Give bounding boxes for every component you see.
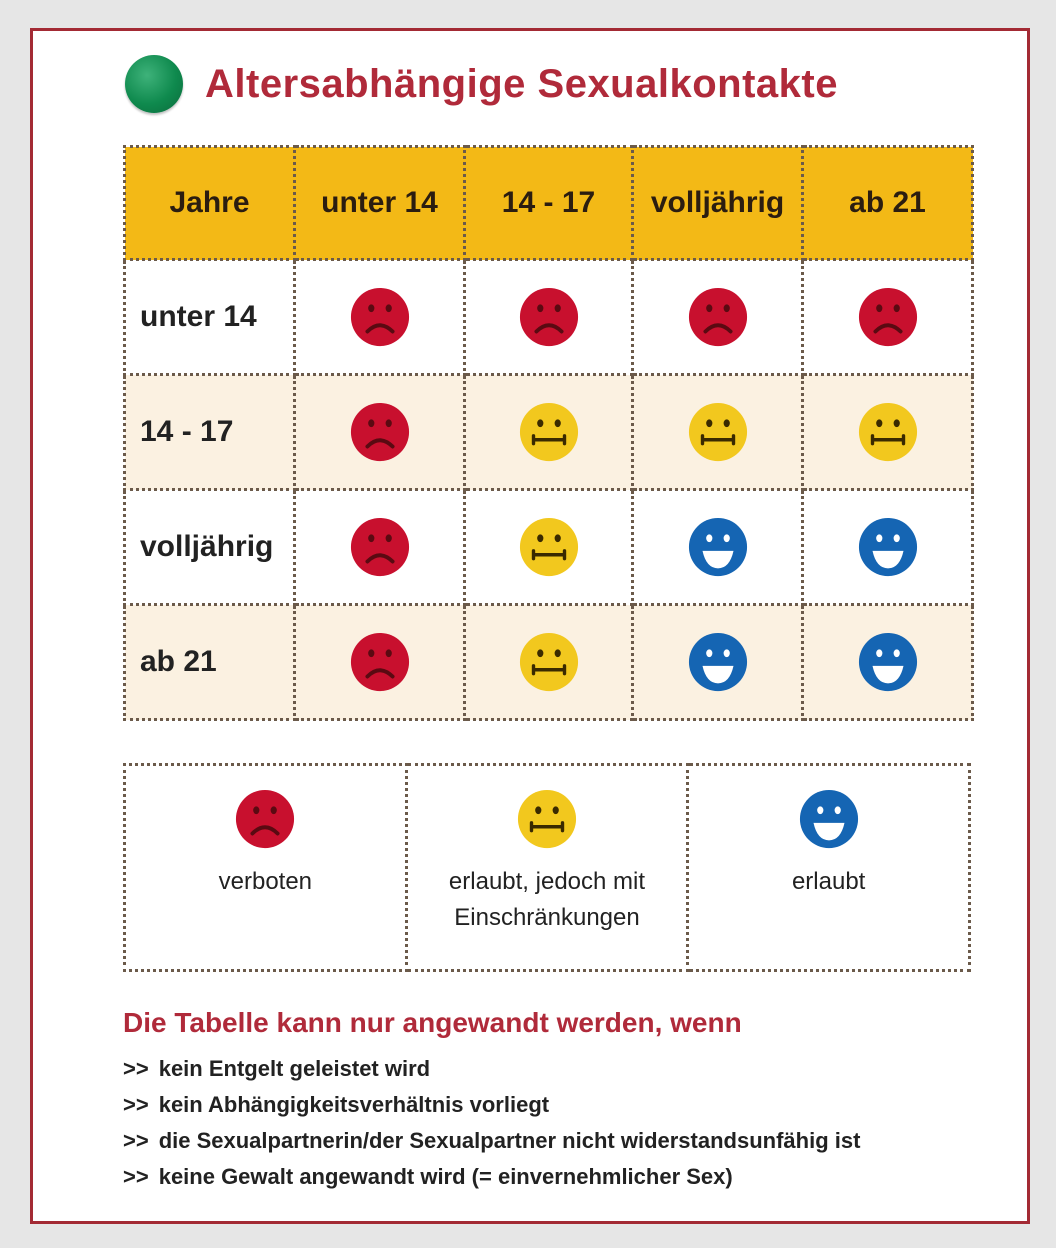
sad-face-icon bbox=[518, 286, 580, 348]
corner-header: Jahre bbox=[125, 147, 295, 260]
legend-item-verboten bbox=[125, 765, 407, 971]
legend-label: verboten bbox=[218, 868, 313, 895]
row-label: unter 14 bbox=[125, 260, 295, 375]
status-icon-eingeschraenkt bbox=[518, 538, 580, 555]
column-header: ab 21 bbox=[803, 147, 973, 260]
sad-face-icon bbox=[687, 286, 749, 348]
list-item: >> kein Abhängigkeitsverhältnis vorliegt bbox=[123, 1092, 550, 1117]
table-cell bbox=[465, 260, 633, 375]
sad-face-icon bbox=[349, 516, 411, 578]
table-row bbox=[125, 260, 973, 375]
column-header: 14 - 17 bbox=[465, 147, 633, 260]
list-item: >> kein Entgelt geleistet wird bbox=[123, 1056, 431, 1081]
status-icon-verboten bbox=[518, 308, 580, 325]
table-cell bbox=[465, 375, 633, 490]
conditions-heading: Die Tabelle kann nur angewandt werden, wenn bbox=[123, 1007, 742, 1038]
status-icon-verboten bbox=[349, 308, 411, 325]
table-cell bbox=[633, 490, 803, 605]
legend-icon bbox=[516, 810, 578, 827]
table-cell bbox=[465, 605, 633, 720]
column-header: unter 14 bbox=[295, 147, 465, 260]
table-cell bbox=[295, 375, 465, 490]
status-icon-verboten bbox=[857, 308, 919, 325]
header bbox=[125, 55, 838, 113]
row-label: ab 21 bbox=[125, 605, 295, 720]
status-icon-erlaubt bbox=[687, 653, 749, 670]
legend-label: erlaubt, jedoch mit Einschränkungen bbox=[448, 868, 646, 931]
neutral-face-icon bbox=[518, 401, 580, 463]
happy-face-icon bbox=[687, 516, 749, 578]
list-item: >> keine Gewalt angewandt wird (= einvernehmlicher Sex) bbox=[123, 1164, 733, 1189]
legend-icon bbox=[234, 810, 296, 827]
infographic-frame bbox=[30, 28, 1030, 1224]
happy-face-icon bbox=[857, 516, 919, 578]
neutral-face-icon bbox=[857, 401, 919, 463]
row-label: 14 - 17 bbox=[125, 375, 295, 490]
status-icon-eingeschraenkt bbox=[518, 653, 580, 670]
status-icon-verboten bbox=[687, 308, 749, 325]
neutral-face-icon bbox=[687, 401, 749, 463]
legend-label: erlaubt bbox=[791, 868, 866, 895]
neutral-face-icon bbox=[516, 788, 578, 850]
happy-face-icon bbox=[798, 788, 860, 850]
conditions-section bbox=[123, 1007, 983, 1195]
neutral-face-icon bbox=[518, 631, 580, 693]
table-cell bbox=[633, 605, 803, 720]
status-icon-eingeschraenkt bbox=[518, 423, 580, 440]
row-label: volljährig bbox=[125, 490, 295, 605]
table-row bbox=[125, 490, 973, 605]
table-cell bbox=[295, 605, 465, 720]
table-cell bbox=[803, 490, 973, 605]
table-cell bbox=[803, 605, 973, 720]
status-icon-verboten bbox=[349, 423, 411, 440]
sad-face-icon bbox=[234, 788, 296, 850]
status-icon-eingeschraenkt bbox=[687, 423, 749, 440]
table-header-row bbox=[125, 147, 973, 260]
table-cell bbox=[295, 490, 465, 605]
legend-item-erlaubt bbox=[688, 765, 970, 971]
status-icon-eingeschraenkt bbox=[857, 423, 919, 440]
status-icon-verboten bbox=[349, 538, 411, 555]
sad-face-icon bbox=[349, 286, 411, 348]
table-cell bbox=[803, 375, 973, 490]
page-title: Altersabhängige Sexualkontakte bbox=[205, 61, 838, 106]
happy-face-icon bbox=[857, 631, 919, 693]
list-item: >> die Sexualpartnerin/der Sexualpartner nicht widerstandsunfähig ist bbox=[123, 1128, 861, 1153]
table-row bbox=[125, 605, 973, 720]
age-matrix-table bbox=[123, 145, 974, 721]
sad-face-icon bbox=[349, 401, 411, 463]
status-icon-erlaubt bbox=[687, 538, 749, 555]
sad-face-icon bbox=[349, 631, 411, 693]
table-cell bbox=[633, 375, 803, 490]
happy-face-icon bbox=[687, 631, 749, 693]
table-cell bbox=[803, 260, 973, 375]
table-cell bbox=[465, 490, 633, 605]
status-icon-verboten bbox=[349, 653, 411, 670]
status-icon-erlaubt bbox=[857, 538, 919, 555]
sad-face-icon bbox=[857, 286, 919, 348]
table-cell bbox=[295, 260, 465, 375]
green-bullet-icon bbox=[125, 55, 183, 113]
legend-item-eingeschraenkt bbox=[406, 765, 688, 971]
column-header: volljährig bbox=[633, 147, 803, 260]
legend-table bbox=[123, 763, 971, 972]
table-cell bbox=[633, 260, 803, 375]
legend-icon bbox=[798, 810, 860, 827]
status-icon-erlaubt bbox=[857, 653, 919, 670]
neutral-face-icon bbox=[518, 516, 580, 578]
table-row bbox=[125, 375, 973, 490]
